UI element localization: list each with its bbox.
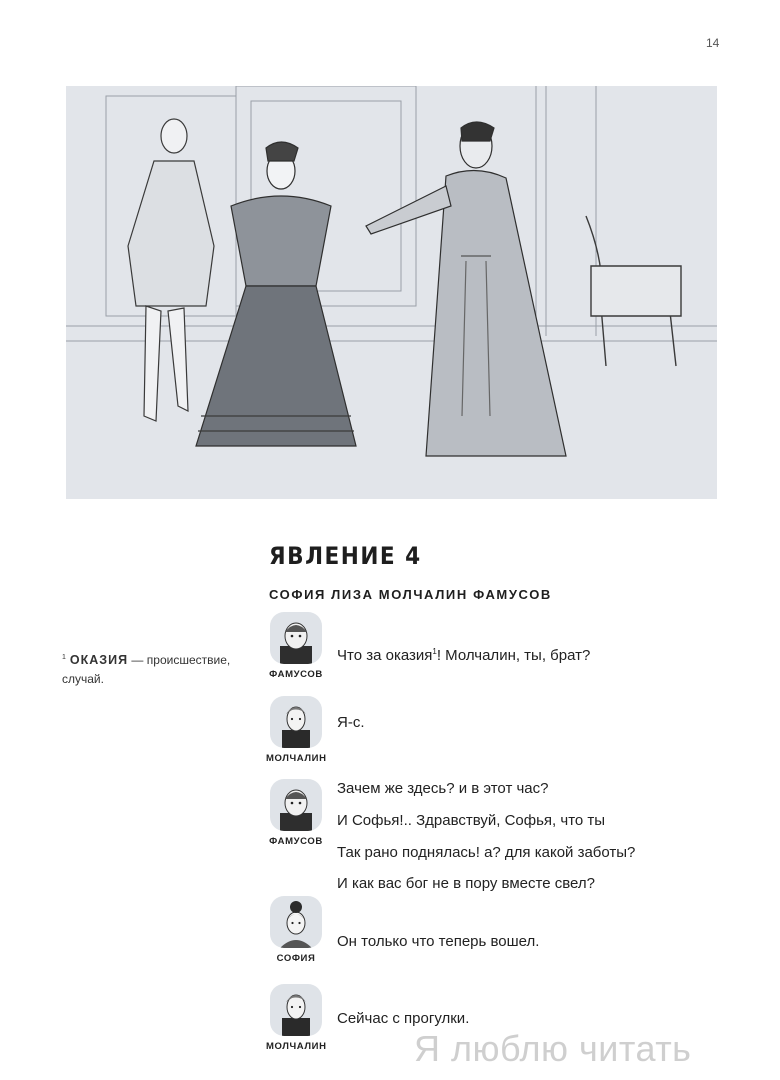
speaker-famusov-2 [266,779,326,847]
speaker-molchalin-2 [266,984,326,1052]
illustration-drawing [66,86,717,499]
speaker-molchalin-1 [266,696,326,764]
dialogue-line: И Софья!.. Здравствуй, Софья, что ты [337,812,606,829]
famusov-portrait-icon [270,612,322,664]
speaker-name: ФАМУСОВ [269,836,323,847]
famusov-portrait-icon [270,779,322,831]
dialogue-line: Я-с. [337,714,365,731]
molchalin-portrait-icon [270,984,322,1036]
dialogue-line: И как вас бог не в пору вместе свел? [337,875,595,892]
speaker-name: МОЛЧАЛИН [266,753,327,764]
speaker-name: МОЛЧАЛИН [266,1041,327,1052]
cast-list: СОФИЯ ЛИЗА МОЛЧАЛИН ФАМУСОВ [269,587,552,602]
page-number: 14 [706,36,720,50]
molchalin-portrait-icon [270,696,322,748]
watermark: Я люблю читать [414,1028,692,1069]
dialogue-line: Зачем же здесь? и в этот час? [337,780,549,797]
speaker-name: ФАМУСОВ [269,669,323,680]
sofia-portrait-icon [270,896,322,948]
dialogue-line: Что за оказия$^1$! Молчалин, ты, брат? [337,647,591,664]
footnote-term: ОКАЗИЯ [69,653,129,667]
footnote [62,648,252,689]
scene-title: ЯВЛЕНИЕ 4 [269,542,422,570]
footnote-dash: — [128,653,147,667]
speaker-famusov-1 [266,612,326,680]
dialogue-line: Сейчас с прогулки. [337,1010,470,1027]
dialogue-line: Он только что теперь вошел. [337,933,540,950]
dialogue-line: Так рано поднялась! а? для какой заботы? [337,844,636,861]
footnote-definition: происшествие, случай. [62,653,231,686]
speaker-name: СОФИЯ [276,953,316,964]
footnote-mark: 1 [62,654,66,661]
speaker-sofia [266,896,326,964]
scene-illustration [66,86,717,499]
